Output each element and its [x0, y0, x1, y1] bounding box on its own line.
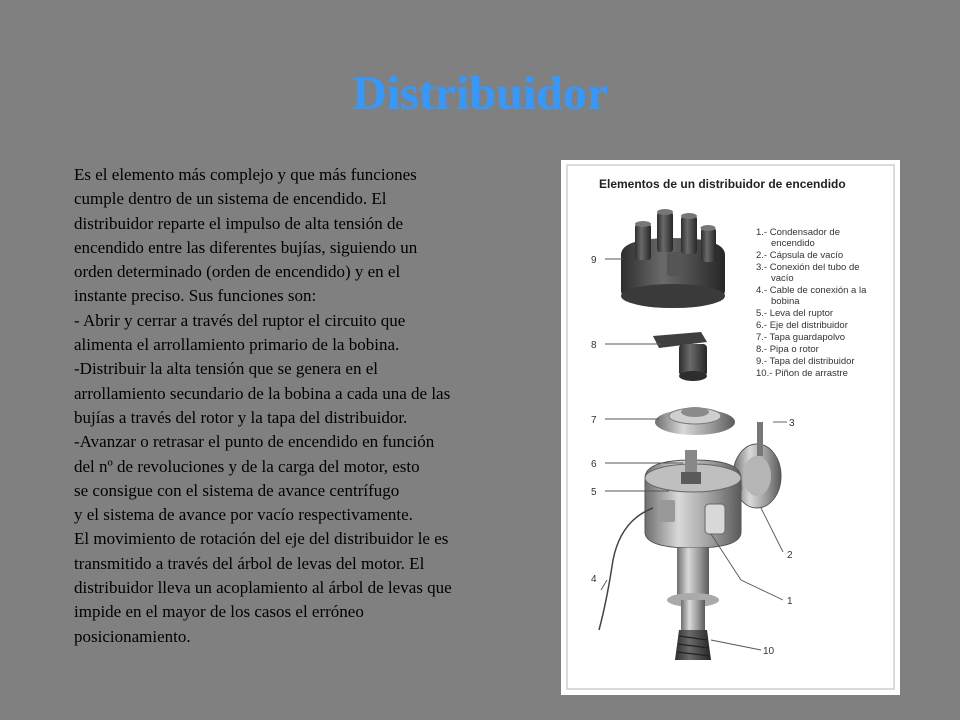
callout-7: 7: [591, 415, 597, 426]
callout-4: 4: [591, 574, 597, 585]
legend-item: 2.- Cápsula de vacío: [756, 250, 844, 261]
body-text: [74, 163, 504, 649]
legend-item: vacío: [771, 273, 794, 284]
callout-9: 9: [591, 255, 597, 266]
callout-3: 3: [789, 418, 795, 429]
legend-item: 8.- Pipa o rotor: [756, 344, 819, 355]
distributor-housing-part: [645, 450, 741, 548]
callout-2: 2: [787, 550, 793, 561]
callout-5: 5: [591, 487, 597, 498]
legend-item: 6.- Eje del distribuidor: [756, 320, 848, 331]
body-line: impide en el mayor de los casos el erróneo: [74, 602, 364, 622]
body-line: bujías a través del rotor y la tapa del distribuidor.: [74, 407, 408, 427]
slide-title: Distribuidor: [351, 67, 609, 120]
body-line: Es el elemento más complejo y que más funciones: [74, 165, 417, 184]
body-line: arrollamiento secundario de la bobina a cada una de las: [74, 383, 451, 403]
body-line: - Abrir y cerrar a través del ruptor el circuito que: [74, 310, 406, 330]
body-line: distribuidor reparte el impulso de alta tensión de: [74, 213, 404, 233]
callout-8: 8: [591, 340, 597, 351]
distributor-cap-part: [621, 209, 725, 308]
legend-item: 4.- Cable de conexión a la: [756, 285, 867, 296]
legend-item: 5.- Leva del ruptor: [756, 308, 834, 319]
body-line: encendido entre las diferentes bujías, siguiendo un: [74, 237, 418, 257]
legend-item: 9.- Tapa del distribuidor: [756, 356, 855, 367]
callout-10: 10: [763, 646, 775, 657]
body-line: distribuidor lleva un acoplamiento al árbol de levas que: [74, 578, 452, 598]
legend-item: encendido: [771, 238, 815, 249]
body-line: posicionamiento.: [74, 626, 191, 646]
body-line: -Avanzar o retrasar el punto de encendido en función: [74, 432, 435, 452]
dust-cover-part: [655, 407, 735, 435]
legend-item: 10.- Piñon de arrastre: [756, 368, 848, 379]
body-line: se consigue con el sistema de avance centrífugo: [74, 480, 400, 500]
body-line: El movimiento de rotación del eje del distribuidor le es: [74, 529, 449, 549]
legend-item: 1.- Condensador de: [756, 227, 840, 238]
body-line: -Distribuir la alta tensión que se genera en el: [74, 359, 378, 379]
body-line: alimenta el arrollamiento primario de la bobina.: [74, 335, 400, 355]
legend: [756, 227, 867, 379]
callout-6: 6: [591, 459, 597, 470]
figure-title: Elementos de un distribuidor de encendido: [599, 177, 846, 191]
lower-shaft-part: [667, 548, 719, 660]
rotor-part: [653, 332, 707, 381]
body-line: del nº de revoluciones y de la carga del motor, esto: [74, 456, 420, 476]
body-line: y el sistema de avance por vacío respectivamente.: [74, 505, 413, 525]
body-line: transmitido a través del árbol de levas del motor. El: [74, 553, 425, 573]
distributor-diagram: [561, 160, 900, 695]
body-line: orden determinado (orden de encendido) y en el: [74, 262, 401, 282]
body-line: instante preciso. Sus funciones son:: [74, 286, 317, 306]
legend-item: 7.- Tapa guardapolvo: [756, 332, 846, 343]
legend-item: bobina: [771, 296, 800, 307]
callout-1: 1: [787, 596, 793, 607]
body-line: cumple dentro de un sistema de encendido. El: [74, 189, 387, 209]
distributor-figure: [561, 160, 900, 695]
legend-item: 3.- Conexión del tubo de: [756, 262, 860, 273]
